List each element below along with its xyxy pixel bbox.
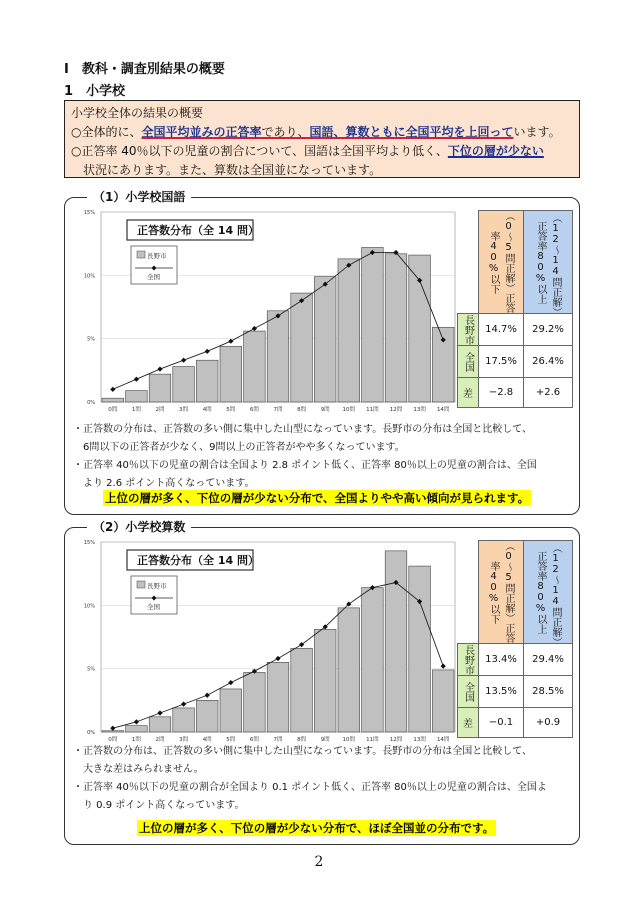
cell: −0.1 xyxy=(479,708,524,738)
bar xyxy=(385,551,407,732)
bar xyxy=(338,608,360,732)
y-tick-label: 10% xyxy=(83,273,95,280)
legend-label: 全国 xyxy=(147,603,160,611)
header-low-rate: （0～5問正解）正答率40%以下 xyxy=(479,211,524,314)
chart-title: 正答数分布（全 14 問） xyxy=(137,554,259,567)
bar xyxy=(126,726,148,732)
x-tick-label: 7問 xyxy=(273,407,283,413)
bar xyxy=(149,717,171,732)
highlight-conclusion: 上位の層が多く、下位の層が少ない分布で、ほぼ全国並の分布です。 xyxy=(139,821,495,835)
score-distribution-chart xyxy=(67,206,459,420)
x-tick-label: 12問 xyxy=(389,737,403,743)
bar xyxy=(196,700,218,732)
bar xyxy=(362,247,384,402)
panel-title: （1）小学校国語 xyxy=(87,188,191,205)
legend-label: 全国 xyxy=(147,273,160,281)
chart-title: 正答数分布（全 14 問） xyxy=(137,224,259,237)
cell: 14.7% xyxy=(479,314,524,346)
notes: ・正答数の分布は、正答数の多い側に集中した山型になっています。長野市の分布は全国と比較して、 6問以下の正答者が少なく、9問以上の正答者がやや多くなっています。 ・正答率 40％以下の児童の割合は全国より 2.8 ポイント低く、正答率 80％以上の児童の割合は、全国 より 2.6 ポイント高くなっています。 xyxy=(73,424,537,489)
subsection-heading: 1 小学校 xyxy=(64,84,126,99)
x-tick-label: 14問 xyxy=(436,737,450,743)
cell: 13.4% xyxy=(479,644,524,676)
x-tick-label: 4問 xyxy=(202,407,212,413)
summary-title: 小学校全体の結果の概要 xyxy=(71,106,204,120)
bar xyxy=(291,293,313,402)
bar xyxy=(314,629,336,732)
x-tick-label: 6問 xyxy=(249,407,259,413)
summary-line-1: ○全体的に、全国平均並みの正答率であり、国語、算数ともに全国平均を上回っています。 xyxy=(71,125,561,139)
x-tick-label: 2問 xyxy=(155,407,165,413)
panel-title: （2）小学校算数 xyxy=(87,518,191,535)
japanese-panel xyxy=(64,190,580,515)
legend-label: 長野市 xyxy=(147,252,167,260)
y-tick-label: 15% xyxy=(83,540,95,546)
cell: −2.8 xyxy=(479,378,524,408)
bar xyxy=(385,254,407,402)
bar xyxy=(267,662,289,732)
x-tick-label: 0問 xyxy=(108,737,118,743)
x-tick-label: 3問 xyxy=(179,407,189,413)
cell: 28.5% xyxy=(524,676,573,708)
x-tick-label: 10問 xyxy=(342,737,356,743)
bar xyxy=(291,648,313,732)
bar xyxy=(362,588,384,732)
x-tick-label: 13問 xyxy=(413,737,426,743)
bar xyxy=(409,255,431,402)
y-tick-label: 15% xyxy=(83,210,95,216)
cell: +2.6 xyxy=(524,378,573,408)
bar xyxy=(267,311,289,402)
x-tick-label: 11問 xyxy=(366,737,379,743)
summary-line-3: 状況にあります。また、算数は全国並になっています。 xyxy=(83,163,382,177)
cell: 17.5% xyxy=(479,346,524,378)
y-tick-label: 10% xyxy=(83,603,95,610)
x-tick-label: 13問 xyxy=(413,407,426,413)
stats-table xyxy=(457,540,573,738)
y-tick-label: 5% xyxy=(87,336,95,343)
score-distribution-chart xyxy=(67,536,459,750)
x-tick-label: 11問 xyxy=(366,407,379,413)
summary-box xyxy=(64,100,580,178)
bar xyxy=(432,670,454,732)
y-tick-label: 0% xyxy=(87,400,95,406)
legend-bar-swatch xyxy=(137,581,145,588)
x-tick-label: 3問 xyxy=(179,737,189,743)
cell: 26.4% xyxy=(524,346,573,378)
legend-label: 長野市 xyxy=(147,582,167,590)
row-label: 差 xyxy=(458,378,479,408)
bar xyxy=(173,708,195,732)
bar xyxy=(244,672,266,732)
cell: 29.2% xyxy=(524,314,573,346)
bar xyxy=(244,331,266,402)
x-tick-label: 1問 xyxy=(131,407,141,413)
bar xyxy=(102,731,124,732)
bar xyxy=(314,277,336,402)
x-tick-label: 12問 xyxy=(389,407,403,413)
x-tick-label: 9問 xyxy=(320,407,330,413)
x-tick-label: 7問 xyxy=(273,737,283,743)
row-label: 長野市 xyxy=(458,644,479,676)
bar xyxy=(338,259,360,402)
notes: ・正答数の分布は、正答数の多い側に集中した山型になっています。長野市の分布は全国と比較して、 大きな差はみられません。 ・正答率 40％以下の児童の割合が全国より 0.1 ポイント低く、正答率 80％以上の児童の割合は、全国よ り 0.9 ポイント高くなっています。 xyxy=(73,746,547,811)
bar xyxy=(149,374,171,402)
cell: +0.9 xyxy=(524,708,573,738)
y-tick-label: 5% xyxy=(87,666,95,673)
header-high-rate: （12～14問正解）正答率80%以上 xyxy=(524,541,573,644)
x-tick-label: 8問 xyxy=(297,737,307,743)
bar xyxy=(409,566,431,732)
x-tick-label: 14問 xyxy=(436,407,450,413)
x-tick-label: 5問 xyxy=(226,407,236,413)
cell: 29.4% xyxy=(524,644,573,676)
x-tick-label: 9問 xyxy=(320,737,330,743)
section-heading: Ⅰ 教科・調査別結果の概要 xyxy=(64,62,225,77)
bar xyxy=(220,689,242,732)
x-tick-label: 1問 xyxy=(131,737,141,743)
bar xyxy=(102,398,124,402)
bar xyxy=(173,367,195,402)
row-label: 全国 xyxy=(458,346,479,378)
y-tick-label: 0% xyxy=(87,730,95,736)
row-label: 全国 xyxy=(458,676,479,708)
bar xyxy=(196,360,218,402)
x-tick-label: 10問 xyxy=(342,407,356,413)
stats-table xyxy=(457,210,573,408)
row-label: 長野市 xyxy=(458,314,479,346)
highlight-conclusion: 上位の層が多く、下位の層が少ない分布で、全国よりやや高い傾向が見られます。 xyxy=(105,491,530,505)
header-low-rate: （0～5問正解）正答率40%以下 xyxy=(479,541,524,644)
x-tick-label: 2問 xyxy=(155,737,165,743)
bar xyxy=(220,346,242,402)
x-tick-label: 4問 xyxy=(202,737,212,743)
cell: 13.5% xyxy=(479,676,524,708)
x-tick-label: 8問 xyxy=(297,407,307,413)
legend-bar-swatch xyxy=(137,251,145,258)
x-tick-label: 6問 xyxy=(249,737,259,743)
x-tick-label: 5問 xyxy=(226,737,236,743)
row-label: 差 xyxy=(458,708,479,738)
math-panel xyxy=(64,520,580,845)
bar xyxy=(126,391,148,402)
summary-line-2: ○正答率 40％以下の児童の割合について、国語は全国平均より低く、下位の層が少ない xyxy=(71,144,544,158)
header-high-rate: （12～14問正解）正答率80%以上 xyxy=(524,211,573,314)
x-tick-label: 0問 xyxy=(108,407,118,413)
page-number: 2 xyxy=(314,854,324,870)
